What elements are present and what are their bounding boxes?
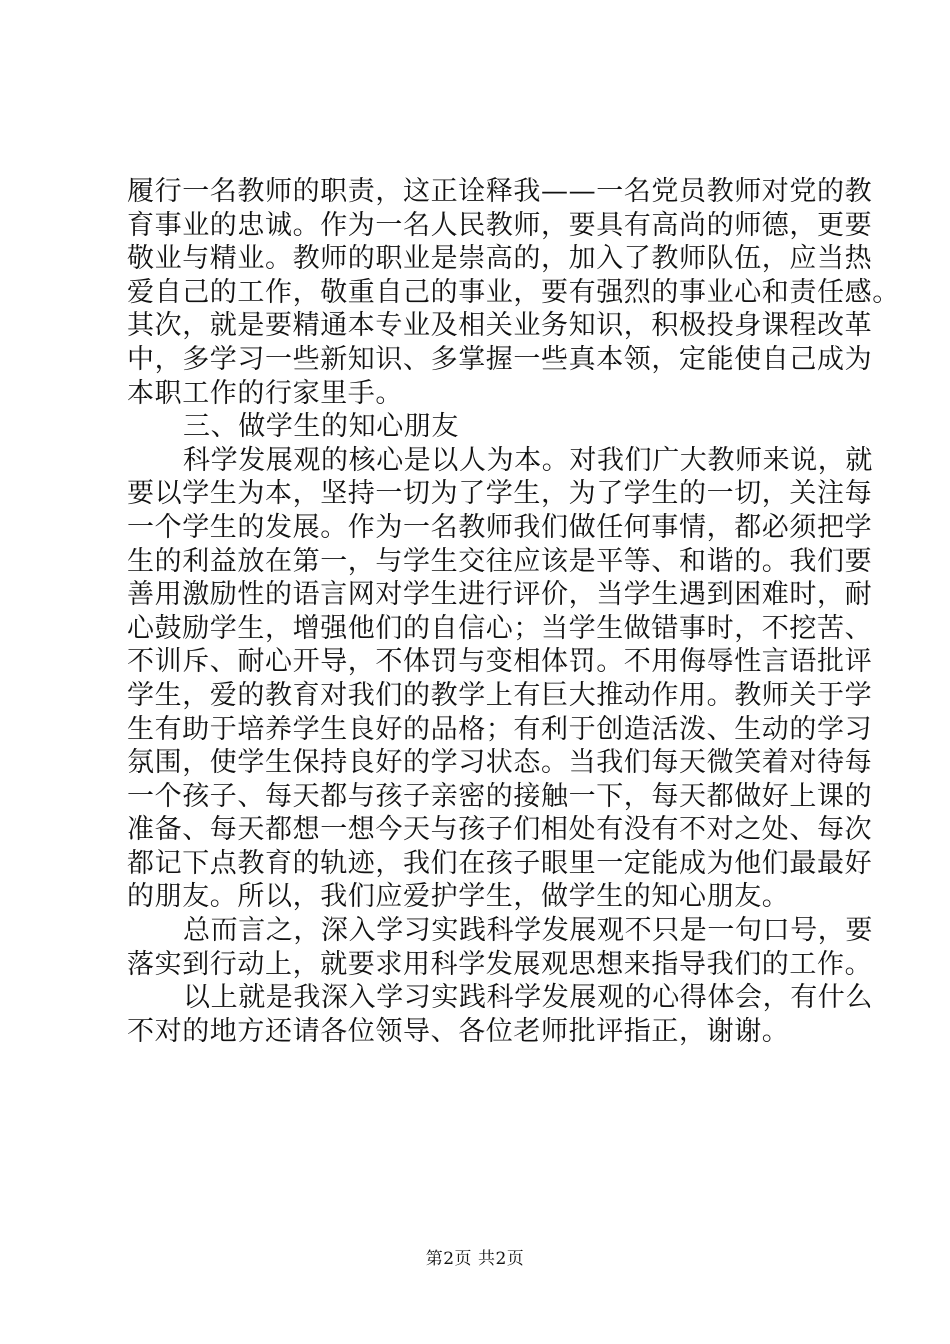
text-line: 生有助于培养学生良好的品格；有利于创造活泼、生动的学习 <box>127 713 873 745</box>
page-indicator: 第2页 共2页 <box>425 1249 525 1269</box>
text-line: 敬业与精业。教师的职业是崇高的，加入了教师队伍，应当热 <box>127 243 873 275</box>
page-footer <box>0 1244 950 1269</box>
text-line: 要以学生为本，坚持一切为了学生，为了学生的一切，关注每 <box>127 478 873 510</box>
text-line: 爱自己的工作，敬重自己的事业，要有强烈的事业心和责任感。 <box>127 276 900 308</box>
text-line: 一个学生的发展。作为一名教师我们做任何事情，都必须把学 <box>127 511 873 543</box>
text-line: 生的利益放在第一，与学生交往应该是平等、和谐的。我们要 <box>127 545 873 577</box>
paragraph-start-line: 以上就是我深入学习实践科学发展观的心得体会，有什么 <box>183 982 873 1014</box>
text-line: 不对的地方还请各位领导、各位老师批评指正，谢谢。 <box>127 1015 790 1047</box>
text-line: 都记下点教育的轨迹，我们在孩子眼里一定能成为他们最最好 <box>127 847 873 879</box>
text-line: 中，多学习一些新知识、多掌握一些真本领，定能使自己成为 <box>127 343 873 375</box>
text-line: 本职工作的行家里手。 <box>127 377 403 409</box>
text-line: 心鼓励学生，增强他们的自信心；当学生做错事时，不挖苦、 <box>127 612 873 644</box>
text-line: 履行一名教师的职责，这正诠释我——一名党员教师对党的教 <box>127 176 873 207</box>
body-text <box>127 175 900 1048</box>
text-line: 一个孩子、每天都与孩子亲密的接触一下，每天都做好上课的 <box>127 780 873 812</box>
text-line: 善用激励性的语言网对学生进行评价，当学生遇到困难时，耐 <box>127 579 873 611</box>
text-line: 不训斥、耐心开导，不体罚与变相体罚。不用侮辱性言语批评 <box>127 646 873 678</box>
text-line: 落实到行动上，就要求用科学发展观思想来指导我们的工作。 <box>127 948 873 980</box>
section-heading: 三、做学生的知心朋友 <box>183 411 459 443</box>
paragraph-start-line: 科学发展观的核心是以人为本。对我们广大教师来说，就 <box>183 444 873 476</box>
text-line: 氛围，使学生保持良好的学习状态。当我们每天微笑着对待每 <box>127 747 873 779</box>
paragraph-start-line: 总而言之，深入学习实践科学发展观不只是一句口号，要 <box>183 915 873 947</box>
text-line: 学生，爱的教育对我们的教学上有巨大推动作用。教师关于学 <box>127 679 873 711</box>
text-line: 的朋友。所以，我们应爱护学生，做学生的知心朋友。 <box>127 881 790 913</box>
text-line: 其次，就是要精通本专业及相关业务知识，积极投身课程改革 <box>127 310 873 342</box>
text-line: 准备、每天都想一想今天与孩子们相处有没有不对之处、每次 <box>127 814 873 846</box>
text-line: 育事业的忠诚。作为一名人民教师，要具有高尚的师德，更要 <box>127 209 873 241</box>
